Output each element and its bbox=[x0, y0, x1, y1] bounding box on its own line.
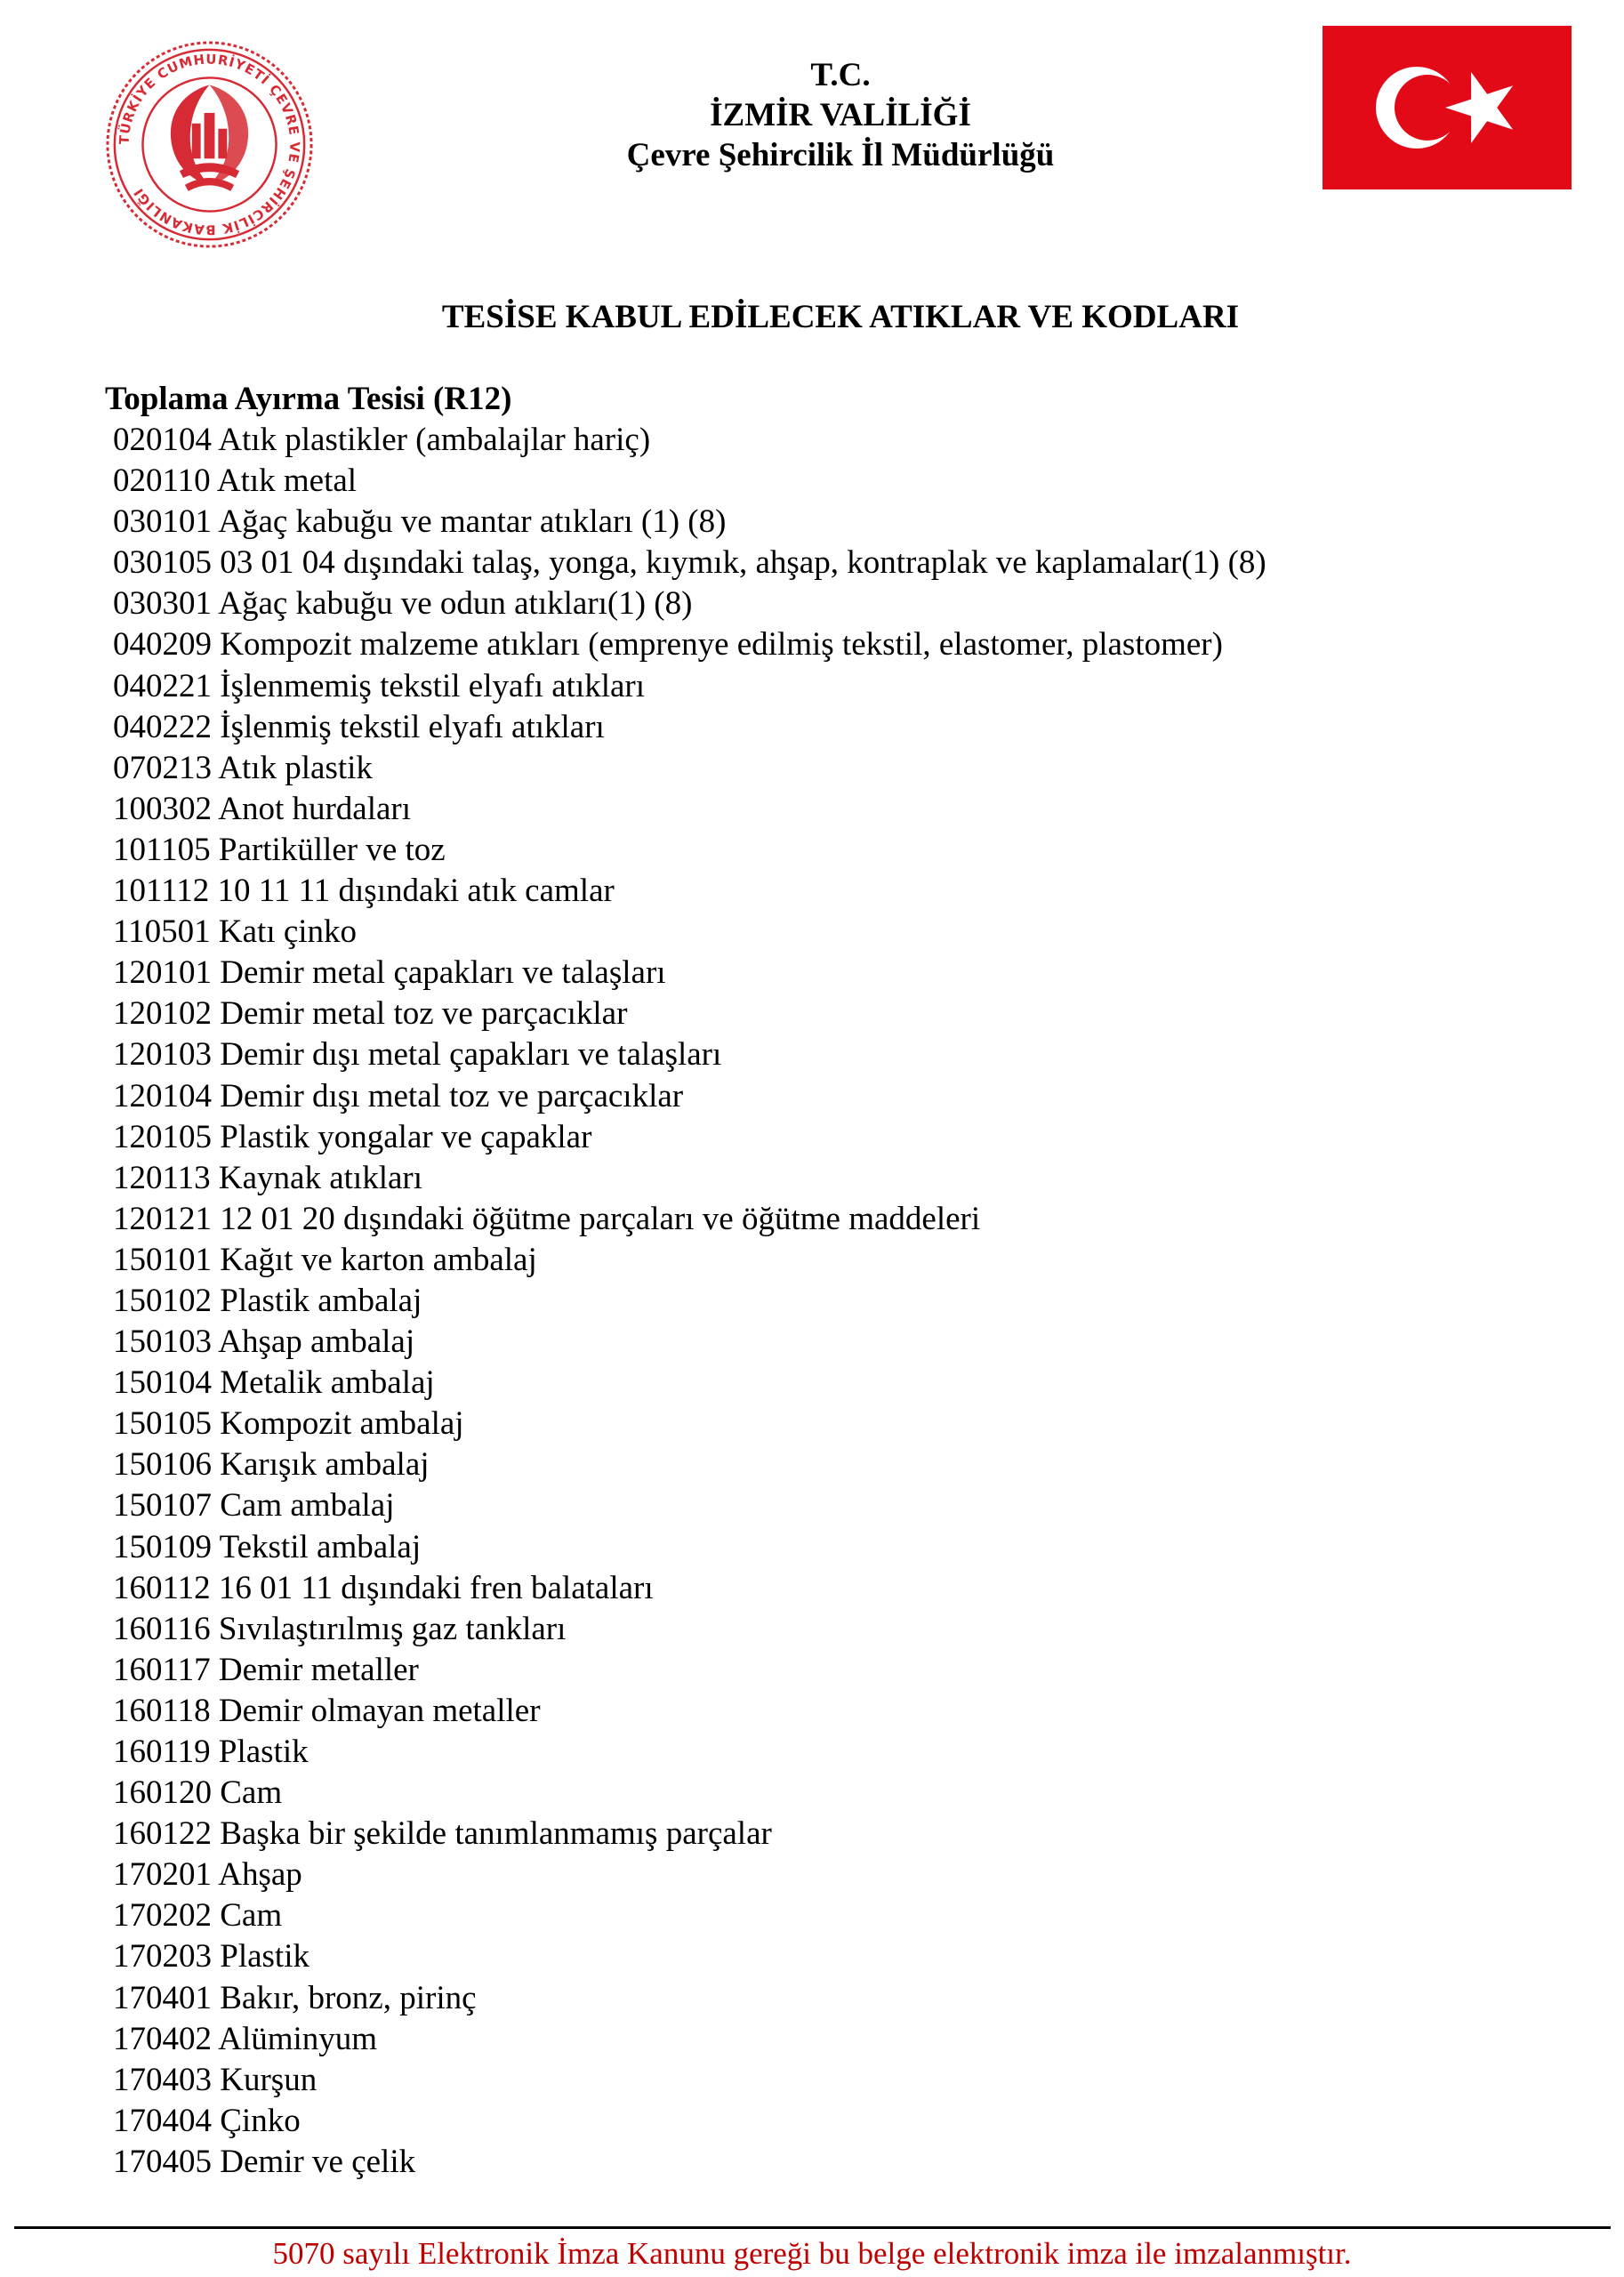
waste-name: Kompozit ambalaj bbox=[220, 1405, 464, 1443]
waste-name: Plastik ambalaj bbox=[220, 1282, 422, 1319]
waste-item bbox=[113, 1281, 1266, 1322]
waste-name: Plastik yongalar ve çapaklar bbox=[220, 1118, 592, 1155]
waste-item bbox=[113, 583, 1266, 624]
waste-item bbox=[113, 1076, 1266, 1117]
waste-item bbox=[113, 1773, 1266, 1814]
waste-name: 12 01 20 dışındaki öğütme parçaları ve öğütme maddeleri bbox=[220, 1200, 981, 1237]
waste-item bbox=[113, 1117, 1266, 1158]
waste-name: Başka bir şekilde tanımlanmamış parçalar bbox=[220, 1815, 772, 1853]
waste-name: 03 01 04 dışındaki talaş, yonga, kıymık, ahşap, kontraplak ve kaplamalar(1) (8) bbox=[220, 544, 1266, 582]
waste-code: 150104 bbox=[113, 1364, 212, 1402]
waste-item bbox=[113, 1527, 1266, 1568]
waste-item bbox=[113, 1158, 1266, 1199]
waste-code: 160118 bbox=[113, 1692, 211, 1729]
footer-divider bbox=[14, 2226, 1611, 2229]
waste-code: 170405 bbox=[113, 2143, 212, 2180]
waste-code: 101112 bbox=[113, 873, 210, 910]
waste-code: 100302 bbox=[113, 790, 212, 827]
waste-code: 160122 bbox=[113, 1815, 212, 1853]
waste-code: 160120 bbox=[113, 1774, 212, 1812]
waste-code: 120105 bbox=[113, 1118, 212, 1155]
waste-item bbox=[113, 1895, 1266, 1936]
waste-code: 120104 bbox=[113, 1077, 212, 1114]
waste-name: Ağaç kabuğu ve odun atıkları(1) (8) bbox=[218, 585, 693, 623]
waste-item bbox=[113, 2060, 1266, 2101]
waste-name: Plastik bbox=[220, 1938, 310, 1975]
waste-item bbox=[113, 707, 1266, 748]
waste-item bbox=[113, 1444, 1266, 1485]
waste-code: 170403 bbox=[113, 2061, 212, 2098]
waste-item bbox=[113, 624, 1266, 665]
waste-code: 170202 bbox=[113, 1897, 212, 1935]
waste-name: Cam bbox=[220, 1774, 283, 1812]
waste-item bbox=[113, 1691, 1266, 1732]
waste-item bbox=[113, 1322, 1266, 1363]
waste-item bbox=[113, 912, 1266, 953]
waste-name: İşlenmiş tekstil elyafı atıkları bbox=[220, 708, 605, 745]
waste-code: 150105 bbox=[113, 1405, 212, 1443]
waste-item bbox=[113, 666, 1266, 707]
waste-name: Kaynak atıkları bbox=[218, 1159, 422, 1196]
waste-item bbox=[113, 2019, 1266, 2060]
waste-item bbox=[113, 1855, 1266, 1895]
waste-code: 040222 bbox=[113, 708, 212, 745]
waste-code: 170201 bbox=[113, 1856, 212, 1894]
waste-code: 120103 bbox=[113, 1036, 212, 1074]
waste-item bbox=[113, 502, 1266, 543]
waste-item bbox=[113, 871, 1266, 912]
waste-item bbox=[113, 420, 1266, 461]
waste-code: 150107 bbox=[113, 1487, 212, 1525]
waste-name: Anot hurdaları bbox=[218, 790, 412, 827]
waste-name: Demir dışı metal toz ve parçacıklar bbox=[220, 1077, 684, 1114]
waste-name: Katı çinko bbox=[218, 913, 358, 951]
waste-name: Ağaç kabuğu ve mantar atıkları (1) (8) bbox=[218, 503, 727, 541]
waste-code: 110501 bbox=[113, 913, 211, 951]
waste-name: Kompozit malzeme atıkları (emprenye edilmiş tekstil, elastomer, plastomer) bbox=[220, 626, 1223, 664]
waste-code: 170203 bbox=[113, 1938, 212, 1975]
waste-name: Demir metaller bbox=[218, 1651, 419, 1688]
waste-item bbox=[113, 2142, 1266, 2183]
waste-name: Kağıt ve karton ambalaj bbox=[220, 1241, 537, 1278]
seal-text: TÜRKİYE CUMHURİYETİ ÇEVRE VE ŞEHİRCİLİK BAKANLIĞI bbox=[117, 52, 302, 237]
waste-item bbox=[113, 1814, 1266, 1855]
waste-code: 040209 bbox=[113, 626, 212, 664]
waste-item bbox=[113, 1404, 1266, 1444]
waste-name: Demir ve çelik bbox=[220, 2143, 416, 2180]
waste-item bbox=[113, 1199, 1266, 1240]
waste-code: 150101 bbox=[113, 1241, 212, 1278]
waste-name: Tekstil ambalaj bbox=[219, 1528, 422, 1565]
waste-name: Demir metal toz ve parçacıklar bbox=[220, 995, 628, 1033]
header-tc: T.C. bbox=[810, 57, 871, 93]
waste-item bbox=[113, 1609, 1266, 1650]
waste-name: Atık plastikler (ambalajlar hariç) bbox=[218, 422, 651, 458]
waste-item bbox=[113, 461, 1266, 502]
document-title: TESİSE KABUL EDİLECEK ATIKLAR VE KODLARI bbox=[441, 299, 1240, 335]
waste-item bbox=[113, 1363, 1266, 1404]
waste-code: 170401 bbox=[113, 1979, 212, 2016]
waste-code: 120102 bbox=[113, 995, 212, 1033]
waste-item bbox=[113, 994, 1266, 1034]
waste-item bbox=[113, 2101, 1266, 2142]
waste-code: 020110 bbox=[113, 463, 211, 500]
waste-name: Metalik ambalaj bbox=[220, 1364, 435, 1402]
waste-name: Plastik bbox=[218, 1734, 309, 1770]
header-governorship: İZMİR VALİLİĞİ bbox=[710, 97, 971, 133]
waste-name: 10 11 11 dışındaki atık camlar bbox=[217, 873, 615, 910]
waste-code: 150103 bbox=[113, 1324, 212, 1361]
waste-name: Alüminyum bbox=[218, 2020, 378, 2057]
waste-name: Çinko bbox=[220, 2102, 301, 2139]
waste-code: 150106 bbox=[113, 1446, 212, 1484]
waste-item bbox=[113, 1485, 1266, 1526]
waste-name: Demir olmayan metaller bbox=[218, 1692, 541, 1729]
waste-item bbox=[113, 748, 1266, 789]
waste-item bbox=[113, 1936, 1266, 1977]
waste-name: İşlenmemiş tekstil elyafı atıkları bbox=[220, 667, 646, 704]
waste-code: 120121 bbox=[113, 1200, 212, 1237]
turkish-flag-icon bbox=[1323, 26, 1572, 189]
waste-item bbox=[113, 789, 1266, 830]
waste-item bbox=[113, 543, 1266, 583]
waste-code-list bbox=[113, 420, 1266, 2183]
waste-code: 170402 bbox=[113, 2020, 212, 2057]
waste-name: Partiküller ve toz bbox=[218, 831, 446, 868]
waste-name: Bakır, bronz, pirinç bbox=[220, 1979, 477, 2016]
waste-item bbox=[113, 953, 1266, 994]
waste-code: 120101 bbox=[113, 954, 212, 992]
waste-code: 020104 bbox=[113, 422, 212, 458]
waste-code: 150109 bbox=[113, 1528, 212, 1565]
waste-code: 030101 bbox=[113, 503, 212, 541]
waste-code: 070213 bbox=[113, 749, 212, 786]
waste-item bbox=[113, 1240, 1266, 1281]
waste-code: 170404 bbox=[113, 2102, 212, 2139]
waste-code: 160117 bbox=[113, 1651, 211, 1688]
header-directorate: Çevre Şehircilik İl Müdürlüğü bbox=[626, 137, 1055, 173]
waste-name: Demir dışı metal çapakları ve talaşları bbox=[220, 1036, 722, 1074]
waste-code: 030301 bbox=[113, 585, 212, 623]
waste-code: 160112 bbox=[113, 1569, 211, 1606]
waste-name: Sıvılaştırılmış gaz tankları bbox=[218, 1610, 567, 1647]
waste-code: 160116 bbox=[113, 1610, 211, 1647]
waste-item bbox=[113, 1034, 1266, 1075]
waste-name: Atık metal bbox=[216, 463, 358, 500]
e-signature-notice: 5070 sayılı Elektronik İmza Kanunu gereği bu belge elektronik imza ile imzalanmıştır. bbox=[272, 2236, 1352, 2271]
waste-name: 16 01 11 dışındaki fren balataları bbox=[218, 1569, 654, 1606]
document-header bbox=[498, 55, 1183, 175]
waste-name: Cam bbox=[220, 1897, 283, 1935]
facility-title: Toplama Ayırma Tesisi (R12) bbox=[105, 381, 512, 417]
waste-code: 040221 bbox=[113, 667, 212, 704]
waste-item bbox=[113, 1650, 1266, 1691]
waste-item bbox=[113, 830, 1266, 871]
waste-item bbox=[113, 1978, 1266, 2019]
waste-name: Kurşun bbox=[220, 2061, 318, 2098]
waste-name: Demir metal çapakları ve talaşları bbox=[220, 954, 666, 992]
waste-name: Cam ambalaj bbox=[220, 1487, 395, 1525]
ministry-seal-logo bbox=[104, 39, 315, 250]
waste-name: Atık plastik bbox=[218, 749, 373, 786]
waste-item bbox=[113, 1568, 1266, 1609]
waste-code: 150102 bbox=[113, 1282, 212, 1319]
waste-item bbox=[113, 1732, 1266, 1773]
waste-code: 120113 bbox=[113, 1159, 211, 1196]
waste-name: Karışık ambalaj bbox=[220, 1446, 430, 1484]
waste-name: Ahşap bbox=[218, 1856, 302, 1894]
waste-code: 030105 bbox=[113, 544, 212, 582]
waste-code: 101105 bbox=[113, 831, 211, 868]
waste-name: Ahşap ambalaj bbox=[218, 1324, 415, 1361]
waste-code: 160119 bbox=[113, 1734, 211, 1770]
